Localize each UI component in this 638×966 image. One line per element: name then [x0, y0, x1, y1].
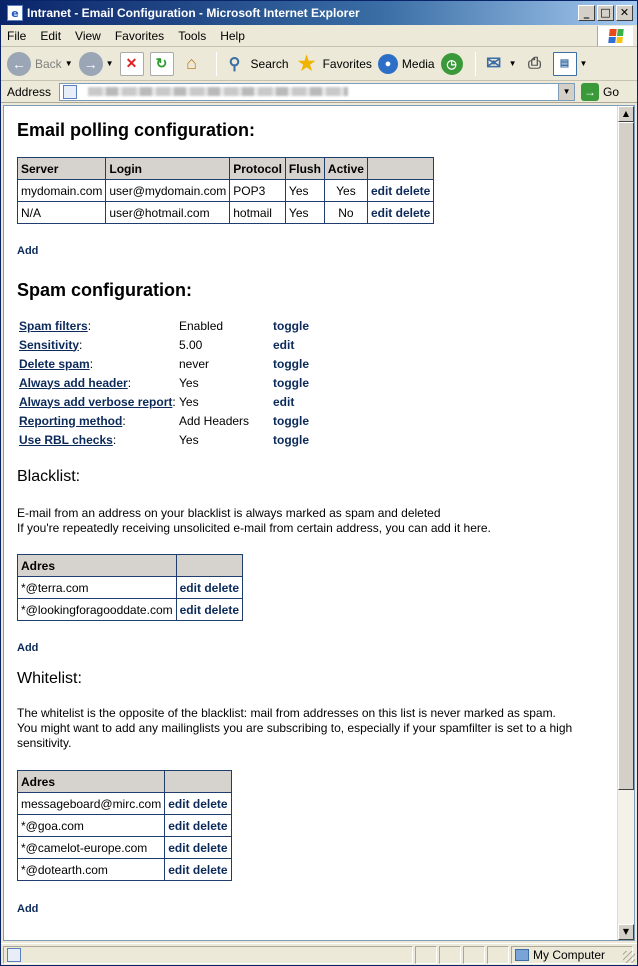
menu-edit[interactable]: Edit: [40, 28, 62, 43]
address-label: Address: [7, 84, 52, 99]
edit-link[interactable]: edit: [179, 602, 201, 617]
whitelist-add-link[interactable]: Add: [17, 903, 39, 915]
address-input[interactable]: [59, 83, 575, 101]
stop-icon: ✕: [120, 52, 144, 76]
print-button[interactable]: [523, 52, 547, 76]
refresh-icon: ↻: [150, 52, 174, 76]
chevron-down-icon[interactable]: ▼: [558, 84, 574, 100]
scroll-thumb[interactable]: [618, 122, 634, 790]
page-icon: [63, 85, 77, 99]
rbl-checks-toggle[interactable]: toggle: [273, 432, 309, 447]
close-button[interactable]: ✕: [616, 5, 633, 21]
spam-action-cell: [273, 335, 309, 354]
title-bar: [1, 1, 637, 25]
home-button[interactable]: [180, 52, 204, 76]
protocol-cell: POP3: [230, 180, 286, 202]
delete-link[interactable]: delete: [204, 602, 239, 617]
status-pane: [487, 946, 509, 964]
address-cell: *@dotearth.com: [18, 859, 165, 881]
delete-link[interactable]: delete: [192, 840, 228, 855]
status-pane: [415, 946, 437, 964]
media-button[interactable]: [378, 54, 435, 74]
spam-row: [19, 354, 309, 373]
spam-action-cell: [273, 316, 309, 335]
spam-setting-value: Enabled: [179, 318, 224, 333]
delete-link[interactable]: delete: [395, 205, 431, 220]
delete-spam-link[interactable]: Delete spam: [19, 356, 90, 371]
actions-cell: [165, 793, 231, 815]
column-header-actions: [367, 158, 433, 180]
spam-setting-label-cell: Use RBL checks:: [19, 432, 117, 447]
zone-pane: [511, 946, 633, 964]
spam-action-cell: [273, 411, 309, 430]
menu-help[interactable]: Help: [220, 28, 245, 43]
column-header-actions: [176, 555, 242, 577]
table-row: [18, 202, 434, 224]
login-cell: user@mydomain.com: [106, 180, 230, 202]
actions-cell: [176, 599, 242, 621]
flush-cell: Yes: [285, 202, 324, 224]
whitelist-description-1: The whitelist is the opposite of the blacklist: mail from addresses on this list is never marked as spam.: [17, 706, 556, 720]
spam-action-cell: [273, 354, 309, 373]
chevron-down-icon[interactable]: ▼: [105, 59, 114, 68]
reporting-method-link[interactable]: Reporting method: [19, 413, 123, 428]
edit-link[interactable]: edit: [168, 796, 190, 811]
spam-setting-label-cell: Spam filters:: [19, 318, 92, 333]
active-cell: Yes: [324, 180, 367, 202]
blacklist-description-1: E-mail from an address on your blacklist is always marked as spam and deleted: [17, 506, 441, 520]
back-label: Back: [35, 56, 62, 71]
mail-icon: ✉: [486, 53, 502, 73]
delete-link[interactable]: delete: [204, 580, 239, 595]
refresh-button[interactable]: [150, 52, 174, 76]
edit-page-icon: ▤: [553, 52, 577, 76]
verbose-report-edit[interactable]: edit: [273, 394, 295, 409]
sensitivity-edit[interactable]: edit: [273, 337, 295, 352]
reporting-method-toggle[interactable]: toggle: [273, 413, 309, 428]
spam-setting-label-cell: Sensitivity:: [19, 337, 83, 352]
menu-view[interactable]: View: [75, 28, 101, 43]
chevron-down-icon[interactable]: ▼: [579, 59, 588, 68]
delete-link[interactable]: delete: [192, 862, 228, 877]
resize-grip[interactable]: [623, 951, 635, 963]
whitelist-description-2: You might want to add any mailinglists you are subscribing to, especially if your spamfilter is set to a high sensitivity.: [17, 721, 573, 750]
forward-button[interactable]: [79, 52, 114, 76]
delete-spam-toggle[interactable]: toggle: [273, 356, 309, 371]
status-text-pane: [3, 946, 413, 964]
spam-row: [19, 316, 309, 335]
favorites-button[interactable]: [295, 52, 372, 76]
actions-cell: [165, 837, 231, 859]
window-title: Intranet - Email Configuration - Microsoft Internet Explorer: [27, 6, 360, 20]
edit-link[interactable]: edit: [179, 580, 201, 595]
page-viewport: [3, 105, 635, 941]
blacklist-table: [17, 554, 243, 621]
edit-link[interactable]: edit: [168, 840, 190, 855]
edit-link[interactable]: edit: [370, 183, 393, 198]
spam-setting-label-cell: Delete spam:: [19, 356, 94, 371]
media-globe-icon: ●: [378, 54, 398, 74]
spam-setting-value: Add Headers: [179, 413, 250, 428]
protocol-cell: hotmail: [230, 202, 286, 224]
menu-tools[interactable]: Tools: [178, 28, 207, 43]
column-header-address: Adres: [18, 555, 177, 577]
status-bar: [1, 943, 637, 965]
spam-settings-table: [19, 316, 309, 449]
spam-setting-value: 5.00: [179, 337, 203, 352]
chevron-down-icon[interactable]: ▼: [508, 59, 517, 68]
column-header-address: Adres: [18, 771, 165, 793]
maximize-button[interactable]: □: [597, 5, 614, 21]
spam-filters-toggle[interactable]: toggle: [273, 318, 309, 333]
media-label: Media: [401, 56, 435, 71]
mail-button[interactable]: [482, 52, 517, 76]
column-header-flush: Flush: [285, 158, 324, 180]
go-arrow-icon: →: [581, 83, 599, 101]
status-pane: [439, 946, 461, 964]
actions-cell: [367, 202, 433, 224]
toolbar-separator: [475, 52, 476, 76]
spam-row: [19, 373, 309, 392]
spam-setting-value: Yes: [179, 375, 199, 390]
active-cell: No: [324, 202, 367, 224]
edit-page-button[interactable]: [553, 52, 588, 76]
spam-setting-label-cell: Reporting method:: [19, 413, 126, 428]
menu-file[interactable]: File: [7, 28, 27, 43]
spam-setting-value: Yes: [179, 394, 199, 409]
login-cell: user@hotmail.com: [106, 202, 230, 224]
delete-link[interactable]: delete: [192, 796, 228, 811]
verbose-report-link[interactable]: Always add verbose report: [19, 394, 173, 409]
forward-arrow-icon: →: [79, 52, 103, 76]
rbl-checks-link[interactable]: Use RBL checks: [19, 432, 113, 447]
search-label: Search: [250, 56, 289, 71]
chevron-down-icon[interactable]: ▼: [64, 59, 73, 68]
actions-cell: [176, 577, 242, 599]
column-header-actions: [165, 771, 231, 793]
always-add-header-toggle[interactable]: toggle: [273, 375, 309, 390]
history-button[interactable]: [441, 53, 463, 75]
spam-setting-value: Yes: [179, 432, 199, 447]
polling-heading: Email polling configuration:: [17, 120, 255, 140]
page-content: [4, 106, 618, 940]
menu-bar: [1, 25, 637, 47]
search-button[interactable]: [223, 52, 289, 76]
search-icon: ⚲: [228, 55, 241, 73]
spam-action-cell: [273, 373, 309, 392]
blurred-url: [88, 87, 348, 96]
polling-add-link[interactable]: Add: [17, 245, 39, 257]
actions-cell: [367, 180, 433, 202]
back-button[interactable]: [7, 52, 73, 76]
home-icon: ⌂: [186, 53, 197, 73]
address-cell: *@goa.com: [18, 815, 165, 837]
computer-icon: [515, 949, 529, 961]
spam-setting-label-cell: Always add verbose report:: [19, 394, 176, 409]
spam-action-cell: [273, 430, 309, 449]
address-cell: messageboard@mirc.com: [18, 793, 165, 815]
edit-link[interactable]: edit: [370, 205, 393, 220]
ie-page-icon: e: [7, 5, 23, 21]
spam-row: [19, 411, 309, 430]
go-button[interactable]: [581, 83, 619, 101]
history-icon: ◷: [441, 53, 463, 75]
scroll-down-icon[interactable]: ▼: [618, 924, 634, 940]
spam-setting-label-cell: Always add header:: [19, 375, 132, 390]
printer-icon: ⎙: [528, 54, 541, 72]
sensitivity-link[interactable]: Sensitivity: [19, 337, 80, 352]
spam-row: [19, 430, 309, 449]
blacklist-description-2: If you're repeatedly receiving unsolicited e-mail from certain address, you can add it here.: [17, 521, 491, 535]
spam-action-cell: [273, 392, 309, 411]
always-add-header-link[interactable]: Always add header: [19, 375, 128, 390]
table-row: [18, 859, 232, 881]
back-arrow-icon: ←: [7, 52, 31, 76]
polling-table: [17, 157, 434, 224]
toolbar-separator: [216, 52, 217, 76]
go-label: Go: [603, 84, 620, 99]
spam-heading: Spam configuration:: [17, 280, 192, 300]
table-row: [18, 815, 232, 837]
scroll-up-icon[interactable]: ▲: [618, 106, 634, 122]
spam-filters-link[interactable]: Spam filters: [19, 318, 88, 333]
table-row: [18, 793, 232, 815]
vertical-scrollbar[interactable]: [617, 106, 634, 940]
menu-favorites[interactable]: Favorites: [114, 28, 165, 43]
status-pane: [463, 946, 485, 964]
spam-setting-value: never: [179, 356, 210, 371]
delete-link[interactable]: delete: [192, 818, 228, 833]
whitelist-heading: Whitelist:: [17, 670, 82, 687]
minimize-button[interactable]: _: [578, 5, 595, 21]
flush-cell: Yes: [285, 180, 324, 202]
address-cell: *@terra.com: [18, 577, 177, 599]
edit-link[interactable]: edit: [168, 862, 190, 877]
blacklist-add-link[interactable]: Add: [17, 642, 39, 654]
address-bar: [1, 81, 637, 103]
address-cell: *@camelot-europe.com: [18, 837, 165, 859]
edit-link[interactable]: edit: [168, 818, 190, 833]
favorites-label: Favorites: [322, 56, 372, 71]
column-header-protocol: Protocol: [230, 158, 286, 180]
stop-button[interactable]: [120, 52, 144, 76]
actions-cell: [165, 815, 231, 837]
table-row: [18, 599, 243, 621]
spam-row: [19, 392, 309, 411]
server-cell: N/A: [18, 202, 106, 224]
table-row: [18, 837, 232, 859]
table-row: [18, 180, 434, 202]
windows-logo-icon: [597, 26, 633, 46]
page-status-icon: [7, 948, 21, 962]
column-header-active: Active: [324, 158, 367, 180]
server-cell: mydomain.com: [18, 180, 106, 202]
address-cell: *@lookingforagooddate.com: [18, 599, 177, 621]
star-icon: ★: [297, 53, 316, 75]
column-header-login: Login: [106, 158, 230, 180]
delete-link[interactable]: delete: [395, 183, 431, 198]
actions-cell: [165, 859, 231, 881]
zone-label: My Computer: [533, 947, 606, 962]
standard-toolbar: [1, 47, 637, 81]
whitelist-table: [17, 770, 232, 881]
spam-row: [19, 335, 309, 354]
table-row: [18, 577, 243, 599]
column-header-server: Server: [18, 158, 106, 180]
blacklist-heading: Blacklist:: [17, 468, 81, 485]
